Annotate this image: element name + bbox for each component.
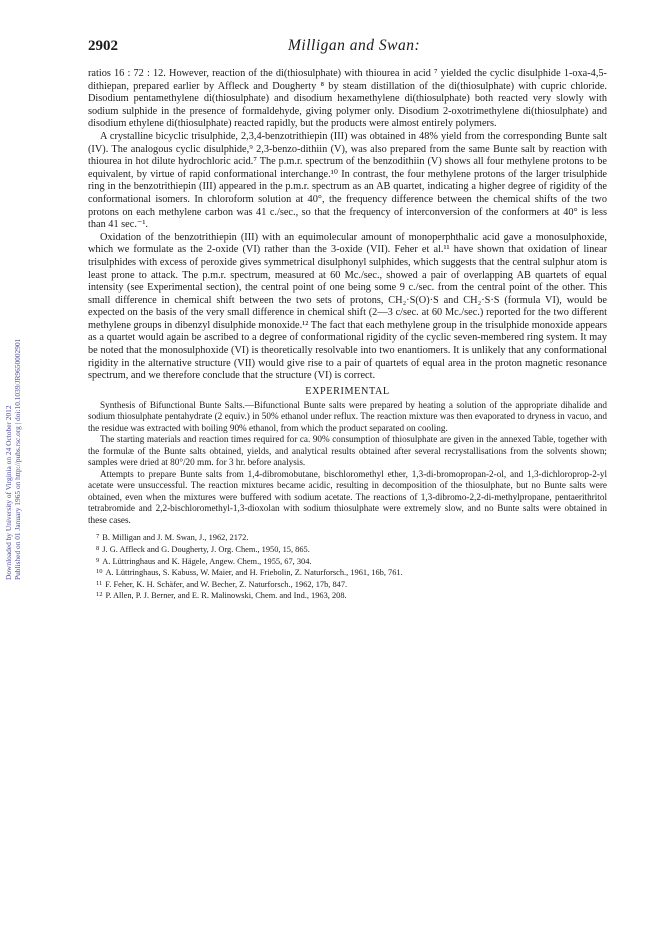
reference-text: A. Lüttringhaus and K. Hägele, Angew. Chem., 1955, 67, 304. xyxy=(102,556,312,566)
reference-item xyxy=(88,532,607,544)
reference-item xyxy=(88,544,607,556)
reference-text: P. Allen, P. J. Berner, and E. R. Malinowski, Chem. and Ind., 1963, 208. xyxy=(105,591,347,601)
reference-text: B. Milligan and J. M. Swan, J., 1962, 2172. xyxy=(102,533,249,543)
reference-list xyxy=(88,532,607,602)
experimental-heading: EXPERIMENTAL xyxy=(305,385,390,397)
experimental-paragraph-1: Synthesis of Bifunctional Bunte Salts.—Bifunctional Bunte salts were prepared by heating a solution of the appropriate dihalide and sodium thiosulphate pentahydrate (2 equiv.) in 50% ethanol under reflux. The reaction mixture was then evaporated to dryness in vacuo, and the residue was extracted with boiling 90% ethanol, from which the product separated on cooling. xyxy=(88,399,607,433)
experimental-paragraph-3: Attempts to prepare Bunte salts from 1,4-dibromobutane, bischloromethyl ether, 1,3-di-bromopropan-2-ol, and 1,3-dichloroprop-2-yl acetate were unsuccessful. The reaction mixtures became acidic, resulting in decomposition of the thiosulphate, but no Bunte salts were obtained, even when the mixtures were buffered with sodium acetate. The reactions of 1,3-dibromo-2,2-di-methylpropane, pentaerithritol tetrabromide and 2,2-bischloromethyl-1,3-dioxolan with sodium thiosulphate were extremely slow, and no Bunte salts were obtained in these cases. xyxy=(88,468,607,525)
reference-number: 12 xyxy=(96,591,103,599)
reference-number: 9 xyxy=(96,556,100,564)
reference-text: A. Lüttringhaus, S. Kabuss, W. Maier, and H. Friebolin, Z. Naturforsch., 1961, 16b, 761. xyxy=(105,568,403,578)
reference-number: 11 xyxy=(96,579,103,587)
published-note-line[interactable]: Published on 01 January 1965 on http://pubs.rsc.org | doi:10.1039/JR9650002901 xyxy=(13,338,22,580)
reference-item xyxy=(88,556,607,568)
paragraph-3: Oxidation of the benzotrithiepin (III) with an equimolecular amount of monoperphthalic acid gave a monosulphoxide, which we formulate as the 2-oxide (VI) rather than the 3-oxide (VII). Feher et al.¹¹ have shown that oxidation of linear trisulphides with excess of peroxide gives symmetrical disulphonyl sulphides, which suggests that the central sulphur atom is least prone to attack. The p.m.r. spectrum, measured at 60 Mc./sec., showed a pair of overlapping AB quartets of equal intensity (see Experimental section), the central point of one being some 9 c./sec. from the central point of the other. This small difference in chemical shift between the two sets of protons, CH₂·S(O)·S and CH₂·S·S (formula VI), would be expected on the basis of the very small difference in chemical shift (2—3 c/sec. at 60 Mc./sec.) reported for the two different methylene groups in dibenzyl disulphide monoxide.¹² The fact that each methylene group in the trisulphide monoxide appears as a quartet would again be ascribed to a degree of conformational rigidity of the cyclic seven-membered ring system. It may be noted that the monosulphoxide (VI) is theoretically resolvable into two enantiomers. It is unlikely that any conformational rigidity in the alternative structure (VII) would give rise to a pair of quartets of equal area in the proton magnetic resonance spectrum, and we therefore conclude that the structure (VI) is correct. xyxy=(88,231,607,382)
reference-item xyxy=(88,590,607,602)
reference-item xyxy=(88,567,607,579)
reference-item xyxy=(88,579,607,591)
paragraph-2: A crystalline bicyclic trisulphide, 2,3,4-benzotrithiepin (III) was obtained in 48% yield from the corresponding Bunte salt (IV). The analogous cyclic disulphide,⁹ 2,3-benzo-dithiin (V), was also prepared from the same Bunte salt by reaction with thiourea in hot dilute hydrochloric acid.⁷ The p.m.r. spectrum of the benzodithiin (V) shows all four methylene protons to be equivalent, by virtue of rapid conformational interchange.¹⁰ In contrast, the four methylene protons of the larger trisulphide ring in the benzotrithiepin (III) appeared in the p.m.r. spectrum as an AB quartet, indicating a higher degree of rigidity of the conformational isomers. In chloroform solution at 40°, the frequency difference between the chemical shifts of the two protons on each methylene carbon was 41 c./sec., so that the frequency of interconversion of the conformers at 40° is less than 41 sec.⁻¹. xyxy=(88,130,607,231)
running-head: Milligan and Swan: xyxy=(288,37,421,54)
page-header xyxy=(88,38,608,58)
download-margin-note xyxy=(4,160,40,580)
reference-number: 7 xyxy=(96,533,100,541)
experimental-paragraph-2: The starting materials and reaction times required for ca. 90% consumption of thiosulphate are given in the annexed Table, together with the formulæ of the Bunte salts obtained, yields, and analytical results obtained after several recrystallisations from the solvents shown; samples were dried at 80°/20 mm. for 3 hr. before analysis. xyxy=(88,434,607,468)
paragraph-1: ratios 16 : 72 : 12. However, reaction of the di(thiosulphate) with thiourea in acid ⁷ yielded the cyclic disulphide 1-oxa-4,5-dithiepan, prepared earlier by Affleck and Dougherty ⁸ by steam distillation of the di(thiosulphate) with cupric chloride. Disodium pentamethylene di(thiosulphate) and disodium hexamethylene di(thiosulphate) both reacted very slowly with sodium sulphide in the presence of formaldehyde, giving polymer only. Disodium 2-oxotrimethylene di(thiosulphate) and disodium ethylene di(thiosulphate) reacted rapidly, but the products were almost entirely polymers. xyxy=(88,68,607,130)
page-number: 2902 xyxy=(88,38,118,54)
download-note-line: Downloaded by University of Virginia on 24 October 2012 xyxy=(4,405,13,580)
article-body xyxy=(88,68,607,602)
reference-number: 10 xyxy=(96,568,103,576)
reference-number: 8 xyxy=(96,544,100,552)
reference-text: J. G. Affleck and G. Dougherty, J. Org. Chem., 1950, 15, 865. xyxy=(102,544,310,554)
reference-text: F. Feher, K. H. Schäfer, and W. Becher, Z. Naturforsch., 1962, 17b, 847. xyxy=(105,579,348,589)
